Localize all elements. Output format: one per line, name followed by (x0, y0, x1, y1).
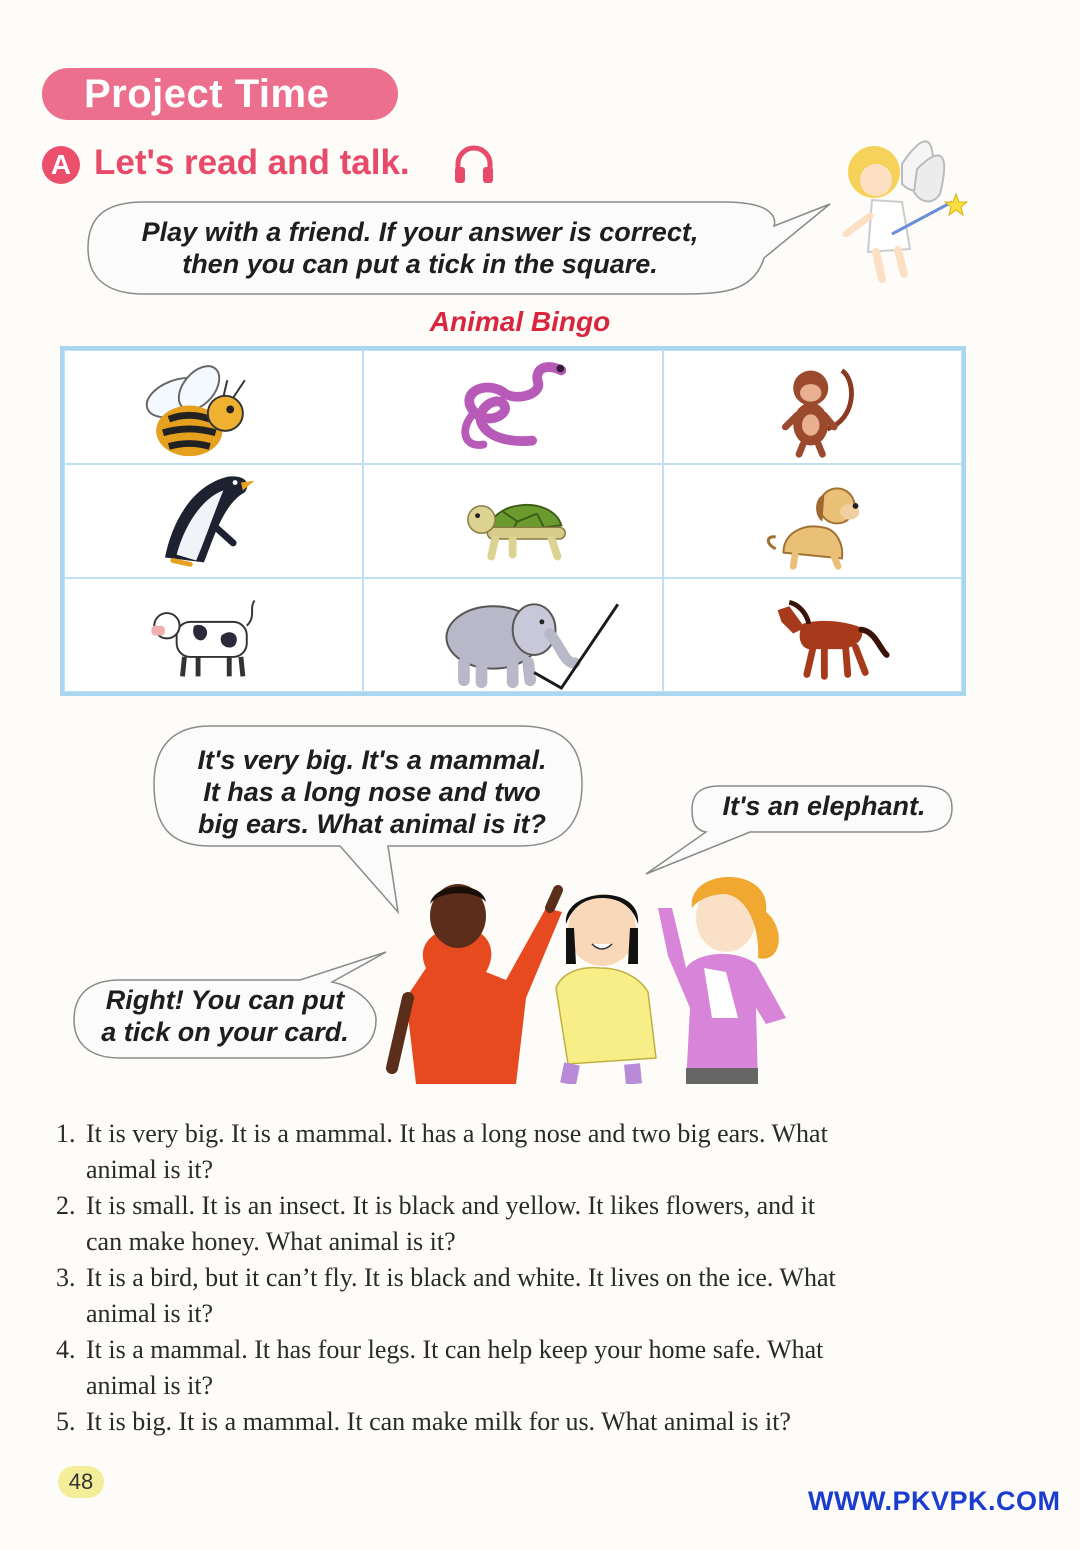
intro-bubble-text (100, 216, 740, 280)
question-line-1: It's very big. It's a mammal. (197, 745, 547, 775)
bingo-cell-monkey[interactable] (663, 350, 962, 464)
question-item (56, 1116, 976, 1188)
penguin-icon (65, 465, 362, 577)
answer-text: It's an elephant. (722, 791, 926, 821)
section-title: Let's read and talk. (94, 143, 410, 182)
question-text-line: It is big. It is a mammal. It can make milk for us. What animal is it? (86, 1407, 791, 1436)
bingo-cell-dog[interactable] (663, 464, 962, 578)
question-number: 4. (56, 1335, 76, 1364)
question-text-line: can make honey. What animal is it? (86, 1227, 456, 1256)
watermark: WWW.PKVPK.COM (808, 1486, 1061, 1516)
horse-icon (664, 579, 961, 691)
question-text-line: It is very big. It is a mammal. It has a long nose and two big ears. What (86, 1119, 828, 1148)
question-number: 5. (56, 1407, 76, 1436)
bingo-cell-elephant[interactable] (363, 578, 662, 692)
tick-mark-icon (364, 579, 661, 691)
turtle-icon (364, 465, 661, 577)
bingo-card (60, 346, 966, 696)
question-line-2: It has a long nose and two (203, 777, 541, 807)
question-text-line: It is small. It is an insect. It is black and yellow. It likes flowers, and it (86, 1191, 816, 1220)
question-line-3: big ears. What animal is it? (197, 809, 547, 839)
section-letter-badge: A (42, 146, 80, 184)
intro-line-1: Play with a friend. If your answer is correct, (141, 217, 699, 247)
bingo-cell-cow[interactable] (64, 578, 363, 692)
bingo-cell-snake[interactable] (363, 350, 662, 464)
question-number: 2. (56, 1191, 76, 1220)
question-text-line: It is a mammal. It has four legs. It can help keep your home safe. What (86, 1335, 824, 1364)
intro-line-2: then you can put a tick in the square. (182, 249, 658, 279)
question-text-line: animal is it? (86, 1155, 214, 1184)
question-number: 3. (56, 1263, 76, 1292)
bee-icon (65, 351, 362, 463)
question-item (56, 1188, 976, 1260)
project-time-header: Project Time (42, 68, 398, 120)
question-item (56, 1404, 976, 1440)
page-number: 48 (58, 1466, 104, 1498)
bingo-cell-penguin[interactable] (64, 464, 363, 578)
monkey-icon (664, 351, 961, 463)
dog-icon (664, 465, 961, 577)
bingo-title: Animal Bingo (429, 306, 611, 337)
angel-illustration (832, 124, 972, 286)
headphones-icon[interactable] (450, 140, 498, 188)
cow-icon (65, 579, 362, 691)
bingo-cell-horse[interactable] (663, 578, 962, 692)
bingo-cell-turtle[interactable] (363, 464, 662, 578)
snake-icon (364, 351, 661, 463)
reply-line-2: a tick on your card. (101, 1017, 349, 1047)
reply-bubble-text (80, 984, 370, 1048)
bingo-cell-bee[interactable] (64, 350, 363, 464)
reply-line-1: Right! You can put (105, 985, 345, 1015)
question-list (56, 1116, 976, 1440)
question-text-line: It is a bird, but it can’t fly. It is black and white. It lives on the ice. What (86, 1263, 836, 1292)
question-bubble-text (162, 744, 582, 840)
question-text-line: animal is it? (86, 1299, 214, 1328)
question-number: 1. (56, 1119, 76, 1148)
question-item (56, 1260, 976, 1332)
children-illustration (386, 868, 846, 1084)
question-text-line: animal is it? (86, 1371, 214, 1400)
question-item (56, 1332, 976, 1404)
